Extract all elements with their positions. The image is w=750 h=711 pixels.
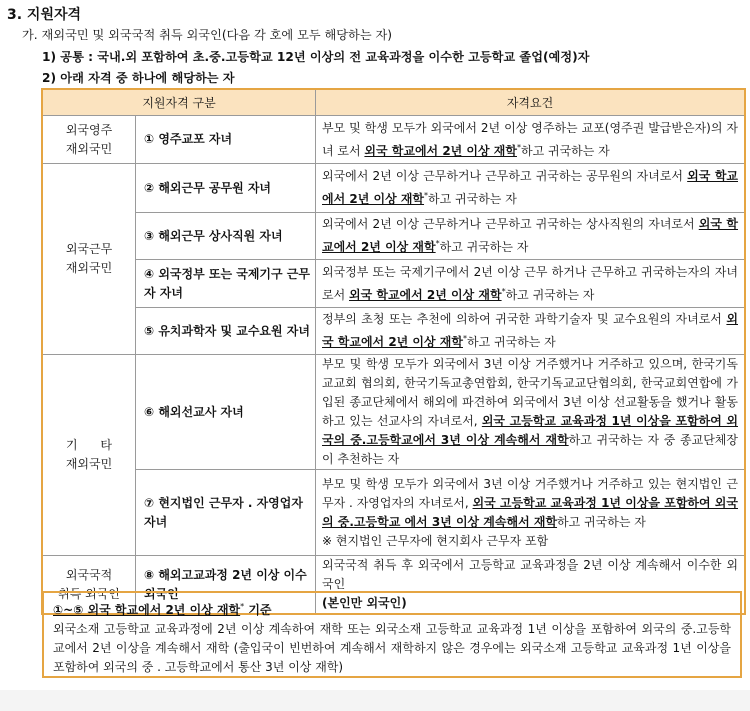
group-label: 기 타 재외국민	[43, 355, 136, 556]
table-row	[43, 116, 745, 164]
qualification-requirement: 부모 및 학생 모두가 외국에서 3년 이상 거주했거나 거주하고 있는 현지법인 근무자 . 자영업자의 자녀로서, 외국 고등학교 교육과정 1년 이상을 포함하여 외국의 중.고등학교 에서 3년 이상 계속해서 재학하고 귀국하는 자 ※ 현지법인 근무자에 현지회사 근무자 포함	[316, 470, 745, 556]
requirement-item-2: 2) 아래 자격 중 하나에 해당하는 자	[42, 71, 235, 85]
requirement-item-1: 1) 공통 : 국내.외 포함하여 초.중.고등학교 12년 이상의 전 교육과정을 이수한 고등학교 졸업(예정)자	[42, 50, 590, 64]
qualification-requirement: 외국에서 2년 이상 근무하거나 근무하고 귀국하는 공무원의 자녀로서 외국 학교에서 2년 이상 재학*하고 귀국하는 자	[316, 164, 745, 213]
note-body: 외국소재 고등학교 교육과정에 2년 이상 계속하여 재학 또는 외국소재 고등학교 교육과정 1년 이상을 포함하여 외국의 중.고등학교에서 2년 이상을 계속해서 재학 (출입국이 빈번하여 계속해서 재학하지 않은 경우에는 외국소재 고등학교 교육과정 1년 이상을 포함하여 외국의 중 . 고등학교에서 통산 3년 이상 재학)	[53, 622, 731, 674]
note-title: ①~⑤ 외국 학교에서 2년 이상 재학* 기준	[53, 602, 272, 617]
qualification-name: ⑧ 해외고교과정 2년 이상 이수 외국인	[136, 556, 316, 614]
table-row	[43, 355, 745, 470]
table-header-row	[43, 90, 745, 116]
qualification-name: ② 해외근무 공무원 자녀	[136, 164, 316, 213]
qualification-requirement: 부모 및 학생 모두가 외국에서 2년 이상 영주하는 교포(영주권 발급받은자)의 자녀 로서 외국 학교에서 2년 이상 재학*하고 귀국하는 자	[316, 116, 745, 164]
table-row	[43, 470, 745, 556]
qualification-name: ⑤ 유치과학자 및 교수요원 자녀	[136, 308, 316, 355]
qualification-name: ③ 해외근무 상사직원 자녀	[136, 213, 316, 260]
qualification-name: ① 영주교포 자녀	[136, 116, 316, 164]
table-row	[43, 260, 745, 308]
header-category: 지원자격 구분	[43, 90, 316, 116]
header-requirement: 자격요건	[316, 90, 745, 116]
qualification-requirement: 외국정부 또는 국제기구에서 2년 이상 근무 하거나 근무하고 귀국하는자의 자녀로서 외국 학교에서 2년 이상 재학*하고 귀국하는 자	[316, 260, 745, 308]
section-title: 3. 지원자격	[7, 7, 82, 23]
qualification-name: ⑦ 현지법인 근무자 . 자영업자 자녀	[136, 470, 316, 556]
qualification-requirement: 외국에서 2년 이상 근무하거나 근무하고 귀국하는 상사직원의 자녀로서 외국 학교에서 2년 이상 재학*하고 귀국하는 자	[316, 213, 745, 260]
qualification-name: ④ 외국정부 또는 국제기구 근무자 자녀	[136, 260, 316, 308]
criteria-note-box	[42, 591, 742, 678]
qualification-requirement: 부모 및 학생 모두가 외국에서 3년 이상 거주했거나 거주하고 있으며, 한국기독교교회 협의회, 한국기독교총연합회, 한국기독교교단협의회, 한국교회연합에 가입된 종교단체에서 해외에 파견하여 외국에서 3년 이상 선교활동을 했거나 활동하고 있는 선교사의 자녀로서, 외국 고등학교 교육과정 1년 이상을 포함하여 외국의 중.고등학교에서 3년 이상 계속해서 재학하고 귀국하는 자 중 종교단체장이 추천하는 자	[316, 355, 745, 470]
group-label: 외국국적 취득 외국인	[43, 556, 136, 614]
group-label: 외국영주 재외국민	[43, 116, 136, 164]
qualification-name: ⑥ 해외선교사 자녀	[136, 355, 316, 470]
table-row	[43, 213, 745, 260]
eligibility-table	[42, 89, 745, 614]
qualification-requirement: 정부의 초청 또는 추천에 의하여 귀국한 과학기술자 및 교수요원의 자녀로서 외국 학교에서 2년 이상 재학*하고 귀국하는 자	[316, 308, 745, 355]
page-bottom-strip	[0, 690, 750, 711]
table-row	[43, 308, 745, 355]
qualification-requirement: 외국국적 취득 후 외국에서 고등학교 교육과정을 2년 이상 계속해서 이수한 외국인 (본인만 외국인)	[316, 556, 745, 614]
qualification-emphasis: (본인만 외국인)	[322, 596, 407, 610]
group-label: 외국근무 재외국민	[43, 164, 136, 355]
subsection-ga: 가. 재외국민 및 외국국적 취득 외국인(다음 각 호에 모두 해당하는 자)	[22, 28, 392, 42]
table-row	[43, 164, 745, 213]
qualification-note: ※ 현지법인 근무자에 현지회사 근무자 포함	[322, 533, 549, 548]
